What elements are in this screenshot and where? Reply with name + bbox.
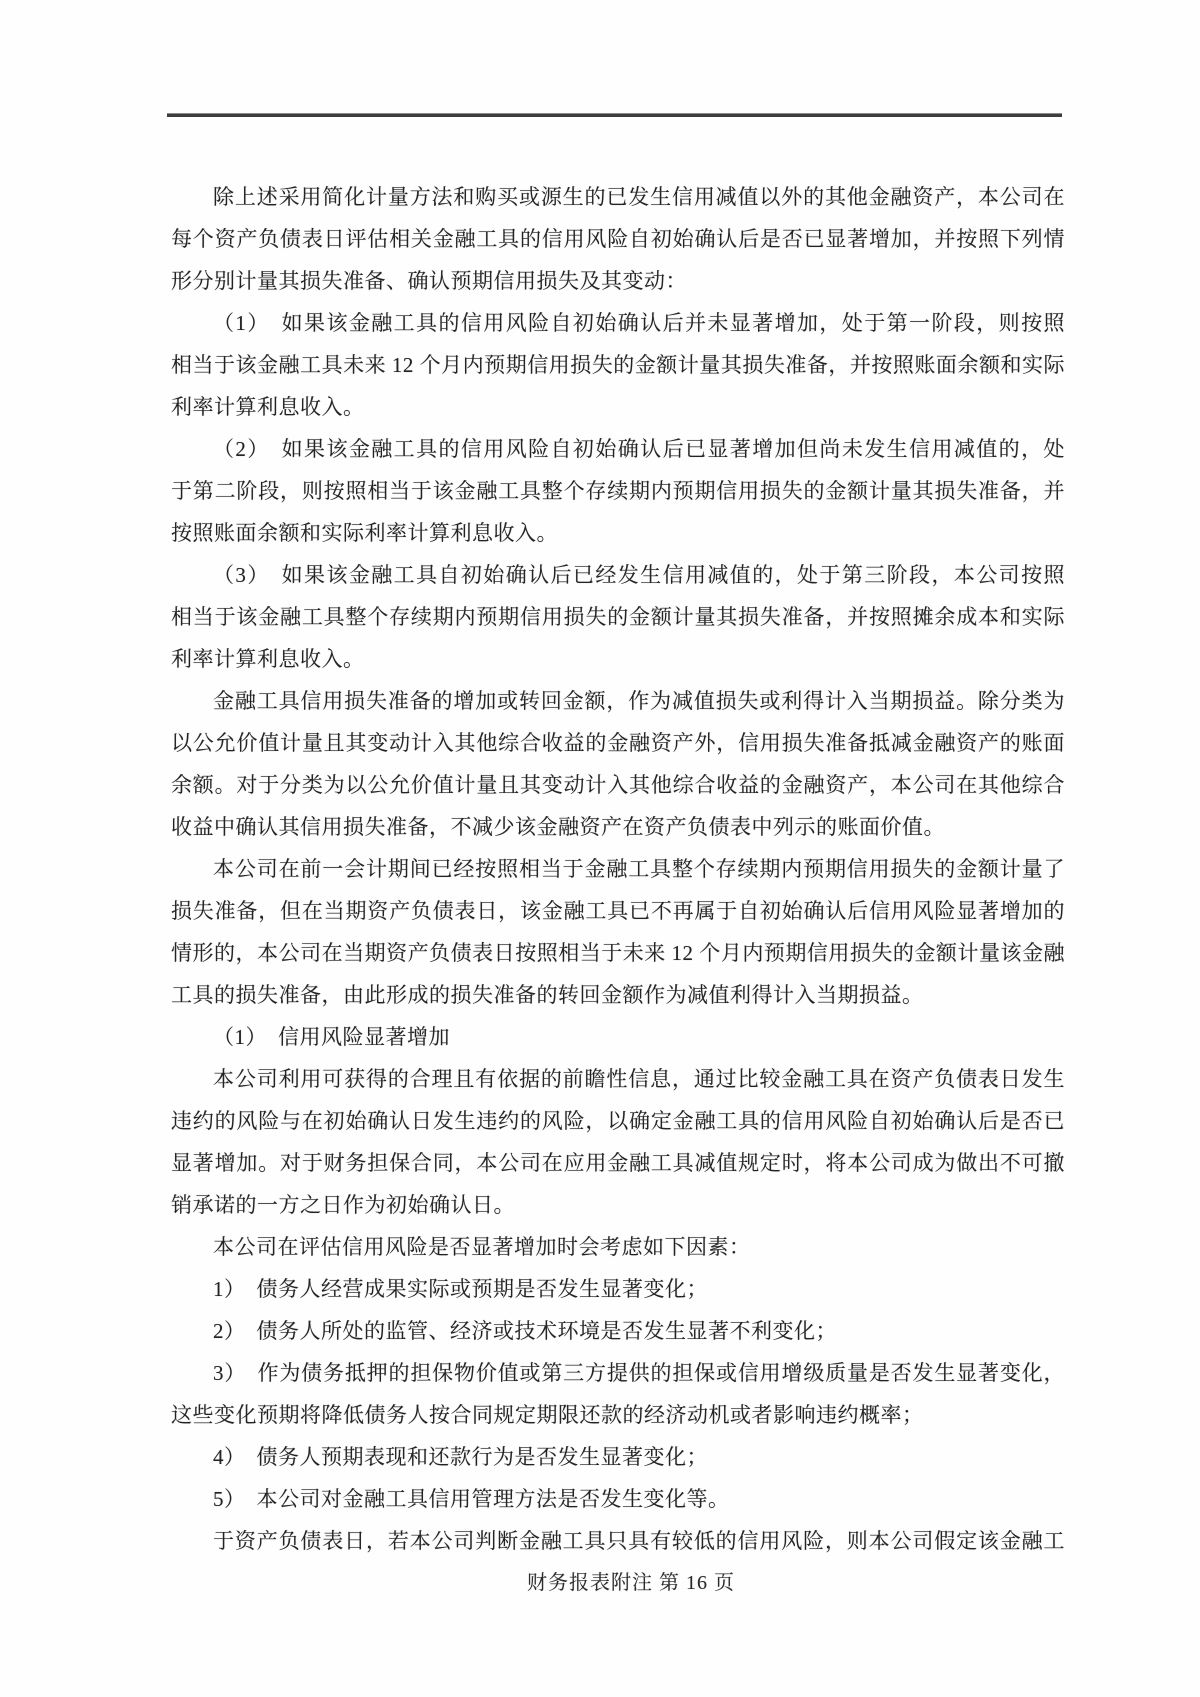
text-line: 2） 债务人所处的监管、经济或技术环境是否发生显著不利变化； bbox=[213, 1319, 837, 1343]
text-line: 以公允价值计量且其变动计入其他综合收益的金融资产外，信用损失准备抵减金融资产的账面 bbox=[171, 731, 1065, 755]
paragraph bbox=[171, 176, 1065, 302]
text-line: （1） 如果该金融工具的信用风险自初始确认后并未显著增加，处于第一阶段，则按照 bbox=[213, 311, 1065, 335]
list-item bbox=[171, 1478, 1065, 1520]
text-line: （2） 如果该金融工具的信用风险自初始确认后已显著增加但尚未发生信用减值的，处 bbox=[213, 437, 1065, 461]
text-line: 这些变化预期将降低债务人按合同规定期限还款的经济动机或者影响违约概率； bbox=[171, 1403, 924, 1427]
text-line: 收益中确认其信用损失准备，不减少该金融资产在资产负债表中列示的账面价值。 bbox=[171, 815, 945, 839]
text-line: 情形的，本公司在当期资产负债表日按照相当于未来 12 个月内预期信用损失的金额计量该金融 bbox=[171, 941, 1065, 965]
paragraph bbox=[171, 848, 1065, 1016]
text-line: 余额。对于分类为以公允价值计量且其变动计入其他综合收益的金融资产，本公司在其他综合 bbox=[171, 773, 1065, 797]
text-line: （3） 如果该金融工具自初始确认后已经发生信用减值的，处于第三阶段，本公司按照 bbox=[213, 563, 1065, 587]
text-line: 相当于该金融工具未来 12 个月内预期信用损失的金额计量其损失准备，并按照账面余额和实际 bbox=[171, 353, 1065, 377]
text-line: 于资产负债表日，若本公司判断金融工具只具有较低的信用风险，则本公司假定该金融工 bbox=[213, 1529, 1065, 1553]
text-line: 于第二阶段，则按照相当于该金融工具整个存续期内预期信用损失的金额计量其损失准备，并 bbox=[171, 479, 1065, 503]
text-line: 5） 本公司对金融工具信用管理方法是否发生变化等。 bbox=[213, 1487, 730, 1511]
list-item bbox=[171, 1268, 1065, 1310]
text-line: 利率计算利息收入。 bbox=[171, 647, 365, 671]
text-line: 相当于该金融工具整个存续期内预期信用损失的金额计量其损失准备，并按照摊余成本和实际 bbox=[171, 605, 1065, 629]
heading bbox=[171, 1016, 1065, 1058]
text-line: 形分别计量其损失准备、确认预期信用损失及其变动： bbox=[171, 269, 687, 293]
header-rule bbox=[167, 113, 1062, 117]
text-line: （1） 信用风险显著增加 bbox=[213, 1025, 450, 1049]
paragraph bbox=[171, 1226, 1065, 1268]
paragraph bbox=[171, 1520, 1065, 1562]
text-line: 工具的损失准备，由此形成的损失准备的转回金额作为减值利得计入当期损益。 bbox=[171, 983, 924, 1007]
text-line: 按照账面余额和实际利率计算利息收入。 bbox=[171, 521, 558, 545]
list-item bbox=[171, 1310, 1065, 1352]
text-line: 违约的风险与在初始确认日发生违约的风险，以确定金融工具的信用风险自初始确认后是否已 bbox=[171, 1109, 1065, 1133]
text-line: 本公司在前一会计期间已经按照相当于金融工具整个存续期内预期信用损失的金额计量了 bbox=[213, 857, 1065, 881]
list-item bbox=[171, 1436, 1065, 1478]
document-body bbox=[171, 176, 1065, 1562]
text-line: 显著增加。对于财务担保合同，本公司在应用金融工具减值规定时，将本公司成为做出不可撤 bbox=[171, 1151, 1065, 1175]
text-line: 本公司利用可获得的合理且有依据的前瞻性信息，通过比较金融工具在资产负债表日发生 bbox=[213, 1067, 1065, 1091]
numbered-paragraph bbox=[171, 302, 1065, 428]
text-line: 金融工具信用损失准备的增加或转回金额，作为减值损失或利得计入当期损益。除分类为 bbox=[213, 689, 1065, 713]
text-line: 利率计算利息收入。 bbox=[171, 395, 365, 419]
text-line: 除上述采用简化计量方法和购买或源生的已发生信用减值以外的其他金融资产，本公司在 bbox=[213, 185, 1065, 209]
text-line: 销承诺的一方之日作为初始确认日。 bbox=[171, 1193, 515, 1217]
text-line: 1） 债务人经营成果实际或预期是否发生显著变化； bbox=[213, 1277, 708, 1301]
numbered-paragraph bbox=[171, 428, 1065, 554]
text-line: 4） 债务人预期表现和还款行为是否发生显著变化； bbox=[213, 1445, 708, 1469]
page-footer: 财务报表附注 第 16 页 bbox=[527, 1572, 735, 1594]
numbered-paragraph bbox=[171, 554, 1065, 680]
paragraph bbox=[171, 1058, 1065, 1226]
paragraph bbox=[171, 680, 1065, 848]
text-line: 损失准备，但在当期资产负债表日，该金融工具已不再属于自初始确认后信用风险显著增加的 bbox=[171, 899, 1065, 923]
text-line: 3） 作为债务抵押的担保物价值或第三方提供的担保或信用增级质量是否发生显著变化， bbox=[213, 1361, 1065, 1385]
text-line: 每个资产负债表日评估相关金融工具的信用风险自初始确认后是否已显著增加，并按照下列情 bbox=[171, 227, 1065, 251]
text-line: 本公司在评估信用风险是否显著增加时会考虑如下因素： bbox=[213, 1235, 751, 1259]
list-item bbox=[171, 1352, 1065, 1436]
